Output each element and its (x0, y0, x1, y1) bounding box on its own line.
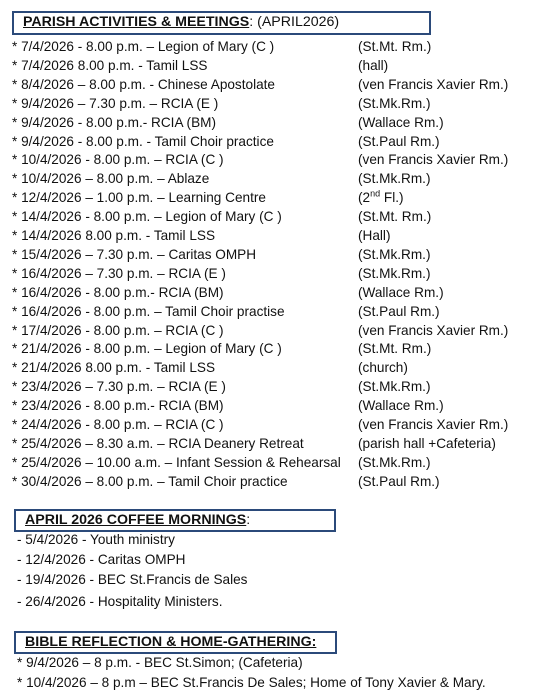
activity-location: (ven Francis Xavier Rm.) (358, 152, 509, 168)
activity-text: * 23/4/2026 – 7.30 p.m. – RCIA (E ) (12, 379, 226, 395)
bible-heading-box (14, 631, 337, 654)
activity-text: * 14/4/2026 - 8.00 p.m. – Legion of Mary (C ) (12, 209, 282, 225)
activity-text: * 17/4/2026 - 8.00 p.m. – RCIA (C ) (12, 322, 224, 338)
activity-text: * 25/4/2026 – 10.00 a.m. – Infant Session & Rehearsal (12, 454, 341, 470)
activity-location: (Wallace Rm.) (358, 284, 444, 300)
activity-location: (ven Francis Xavier Rm.) (358, 417, 509, 432)
activity-text: * 7/4/2026 - 8.00 p.m. – Legion of Mary (C ) (12, 39, 275, 54)
list-item: - 26/4/2026 - Hospitality Ministers. (17, 594, 223, 609)
activity-location: (St.Mk.Rm.) (358, 454, 431, 470)
location-tail: Fl.) (380, 190, 404, 206)
list-item: - 19/4/2026 - BEC St.Francis de Sales (17, 572, 248, 587)
activity-text: * 24/4/2026 - 8.00 p.m. – RCIA (C ) (12, 417, 224, 432)
activity-text: * 21/4/2026 - 8.00 p.m. – Legion of Mary (C ) (12, 341, 282, 357)
activity-text: * 9/4/2026 - 8.00 p.m. - Tamil Choir practice (12, 133, 274, 149)
list-item: - 12/4/2026 - Caritas OMPH (17, 552, 186, 567)
parish-heading-suffix: : (APRIL2026) (249, 14, 340, 30)
coffee-heading: APRIL 2026 COFFEE MORNINGS (25, 512, 247, 528)
activity-location: (St.Mt. Rm.) (358, 39, 432, 54)
list-item: * 10/4/2026 – 8 p.m – BEC St.Francis De Sales; Home of Tony Xavier & Mary. (17, 675, 486, 690)
activity-location: (St.Mk.Rm.) (358, 171, 431, 187)
activity-location: (St.Paul Rm.) (358, 303, 440, 319)
activity-text: * 9/4/2026 - 8.00 p.m.- RCIA (BM) (12, 114, 216, 130)
activity-location: (hall) (358, 57, 389, 73)
activity-location: (Wallace Rm.) (358, 114, 444, 130)
activity-text: * 10/4/2026 - 8.00 p.m. – RCIA (C ) (12, 152, 224, 168)
activity-text: * 15/4/2026 – 7.30 p.m. – Caritas OMPH (12, 246, 257, 262)
list-item: - 5/4/2026 - Youth ministry (17, 532, 175, 547)
activity-location: (ven Francis Xavier Rm.) (358, 76, 509, 92)
activity-text: * 9/4/2026 – 7.30 p.m. – RCIA (E ) (12, 95, 219, 111)
activity-text: * 30/4/2026 – 8.00 p.m. – Tamil Choir practice (12, 473, 288, 489)
activity-text: * 14/4/2026 8.00 p.m. - Tamil LSS (12, 228, 216, 243)
activity-text: * 16/4/2026 - 8.00 p.m.- RCIA (BM) (12, 284, 224, 300)
activity-location: (St.Paul Rm.) (358, 473, 440, 489)
location-superscript: nd (370, 188, 381, 199)
activity-text: * 7/4/2026 8.00 p.m. - Tamil LSS (12, 57, 208, 73)
activity-location: (St.Mk.Rm.) (358, 95, 431, 111)
activity-text: * 23/4/2026 - 8.00 p.m.- RCIA (BM) (12, 398, 224, 414)
coffee-heading-box (14, 509, 336, 532)
location-main: (2 (358, 190, 371, 206)
parish-heading: PARISH ACTIVITIES & MEETINGS (23, 14, 250, 30)
list-item: * 9/4/2026 – 8 p.m. - BEC St.Simon; (Cafeteria) (17, 655, 303, 670)
activity-location: (St.Mk.Rm.) (358, 246, 431, 262)
activity-location: (St.Mt. Rm.) (358, 341, 432, 357)
activity-text: * 12/4/2026 – 1.00 p.m. – Learning Centre (12, 190, 266, 206)
parish-heading-box (12, 11, 431, 35)
activity-location: (parish hall +Cafeteria) (358, 435, 496, 451)
activity-text: * 16/4/2026 – 7.30 p.m. – RCIA (E ) (12, 265, 226, 281)
activity-location: (ven Francis Xavier Rm.) (358, 322, 509, 338)
activity-location (358, 189, 404, 207)
activity-text: * 8/4/2026 – 8.00 p.m. - Chinese Apostolate (12, 76, 275, 92)
activity-location: (Wallace Rm.) (358, 398, 444, 414)
activity-location: (St.Mk.Rm.) (358, 265, 431, 281)
activity-text: * 21/4/2026 8.00 p.m. - Tamil LSS (12, 360, 216, 376)
coffee-heading-suffix: : (246, 512, 251, 528)
activity-text: * 25/4/2026 – 8.30 a.m. – RCIA Deanery Retreat (12, 435, 304, 451)
activity-location: (St.Mk.Rm.) (358, 379, 431, 395)
activity-location: (St.Paul Rm.) (358, 133, 440, 149)
activity-location: (Hall) (358, 228, 391, 243)
activity-location: (St.Mt. Rm.) (358, 209, 432, 225)
activity-text: * 10/4/2026 – 8.00 p.m. – Ablaze (12, 171, 210, 187)
activity-location: (church) (358, 360, 408, 376)
activity-text: * 16/4/2026 - 8.00 p.m. – Tamil Choir practise (12, 303, 285, 319)
bible-heading: BIBLE REFLECTION & HOME-GATHERING: (25, 634, 317, 650)
